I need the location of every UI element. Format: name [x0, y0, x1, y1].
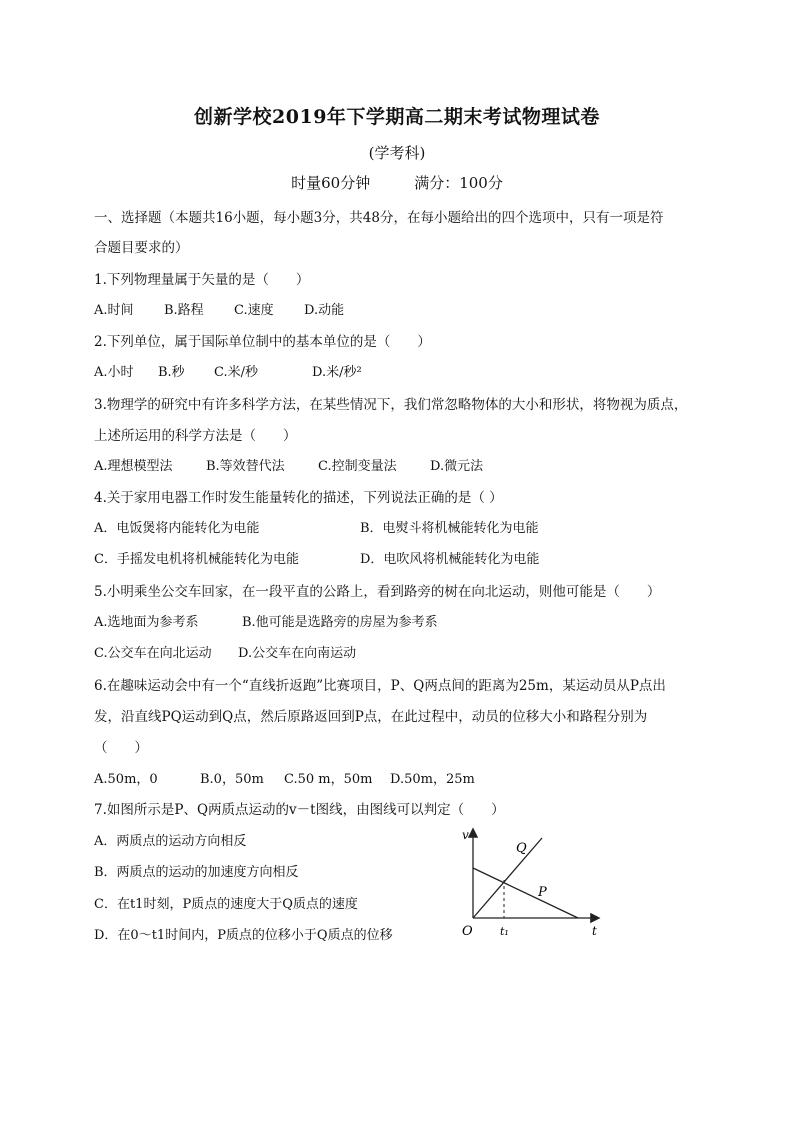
vt-graph-figure [456, 822, 606, 944]
question-5-option-a: A.选地面为参考系 [94, 615, 199, 630]
question-1-option-b: B.路程 [164, 303, 204, 318]
question-3-stem-line2: 上述所运用的科学方法是（ ） [94, 428, 297, 444]
time-limit: 时量60分钟 [291, 174, 371, 192]
section-intro-line2: 合题目要求的） [94, 240, 189, 256]
exam-time-info [0, 172, 794, 193]
question-2-option-a: A.小时 [94, 365, 134, 380]
question-5-stem: 5.小明乘坐公交车回家，在一段平直的公路上，看到路旁的树在向北运动，则他可能是（ ） [94, 584, 661, 600]
question-1-option-d: D.动能 [304, 303, 345, 318]
question-2-stem: 2.下列单位，属于国际单位制中的基本单位的是（ ） [94, 334, 431, 350]
exam-subtitle: (学考科) [368, 144, 426, 162]
question-3-option-a: A.理想模型法 [94, 459, 173, 474]
question-4-option-c: C．手摇发电机将机械能转化为电能 [94, 552, 299, 567]
full-score: 满分：100分 [414, 174, 503, 192]
t1-label: t₁ [500, 925, 509, 938]
line-p [473, 868, 578, 918]
question-2-option-c: C.米/秒 [214, 365, 258, 380]
question-5-option-b: B.他可能是选路旁的房屋为参考系 [242, 615, 438, 630]
question-7-stem: 7.如图所示是P、Q两质点运动的v－t图线，由图线可以判定（ ） [94, 802, 505, 818]
question-7-option-d: D．在0～t1时间内，P质点的位移小于Q质点的位移 [94, 928, 393, 943]
question-4-option-b: B．电熨斗将机械能转化为电能 [360, 521, 539, 536]
exam-title: 创新学校2019年下学期高二期末考试物理试卷 [194, 106, 600, 128]
question-4-stem: 4.关于家用电器工作时发生能量转化的描述，下列说法正确的是（ ） [94, 490, 503, 506]
question-6-option-b: B.0，50m [200, 772, 264, 787]
question-6-option-c: C.50 m，50m [284, 772, 373, 787]
v-axis-label: v [462, 828, 469, 842]
question-2-option-b: B.秒 [158, 365, 185, 380]
question-4-option-d: D．电吹风将机械能转化为电能 [360, 552, 540, 567]
question-1-stem: 1.下列物理量属于矢量的是（ ） [94, 272, 310, 288]
question-6-option-a: A.50m，0 [94, 772, 158, 787]
question-1-option-c: C.速度 [234, 303, 274, 318]
question-5-option-c: C.公交车在向北运动 [94, 646, 212, 661]
question-6-option-d: D.50m，25m [390, 772, 475, 787]
section-intro-line1: 一、选择题（本题共16小题，每小题3分，共48分，在每小题给出的四个选项中，只有一项是符 [94, 210, 664, 226]
question-4-option-a: A．电饭煲将内能转化为电能 [94, 521, 260, 536]
question-3-stem-line1: 3.物理学的研究中有许多科学方法，在某些情况下，我们常忽略物体的大小和形状，将物视为质点， [94, 397, 688, 413]
question-7-option-b: B．两质点的运动的加速度方向相反 [94, 865, 299, 880]
question-1-option-a: A.时间 [94, 303, 134, 318]
q-line-label: Q [516, 841, 527, 856]
question-3-option-c: C.控制变量法 [318, 459, 397, 474]
question-7-option-a: A．两质点的运动方向相反 [94, 834, 247, 849]
p-line-label: P [538, 885, 547, 900]
question-5-option-d: D.公交车在向南运动 [238, 646, 357, 661]
question-6-stem-line2: 发，沿直线PQ运动到Q点，然后原路返回到P点，在此过程中，动员的位移大小和路程分别为 [94, 709, 648, 725]
question-7-option-c: C．在t1时刻，P质点的速度大于Q质点的速度 [94, 897, 358, 912]
question-3-option-b: B.等效替代法 [206, 459, 285, 474]
origin-label: O [462, 924, 473, 939]
t-axis-label: t [592, 924, 597, 938]
question-2-option-d: D.米/秒² [312, 365, 362, 380]
question-3-option-d: D.微元法 [430, 459, 484, 474]
line-q [473, 838, 542, 918]
question-6-stem-line3: （ ） [94, 740, 148, 756]
question-6-stem-line1: 6.在趣味运动会中有一个“直线折返跑”比赛项目，P、Q两点间的距离为25m，某运动员从P点出 [94, 678, 666, 694]
